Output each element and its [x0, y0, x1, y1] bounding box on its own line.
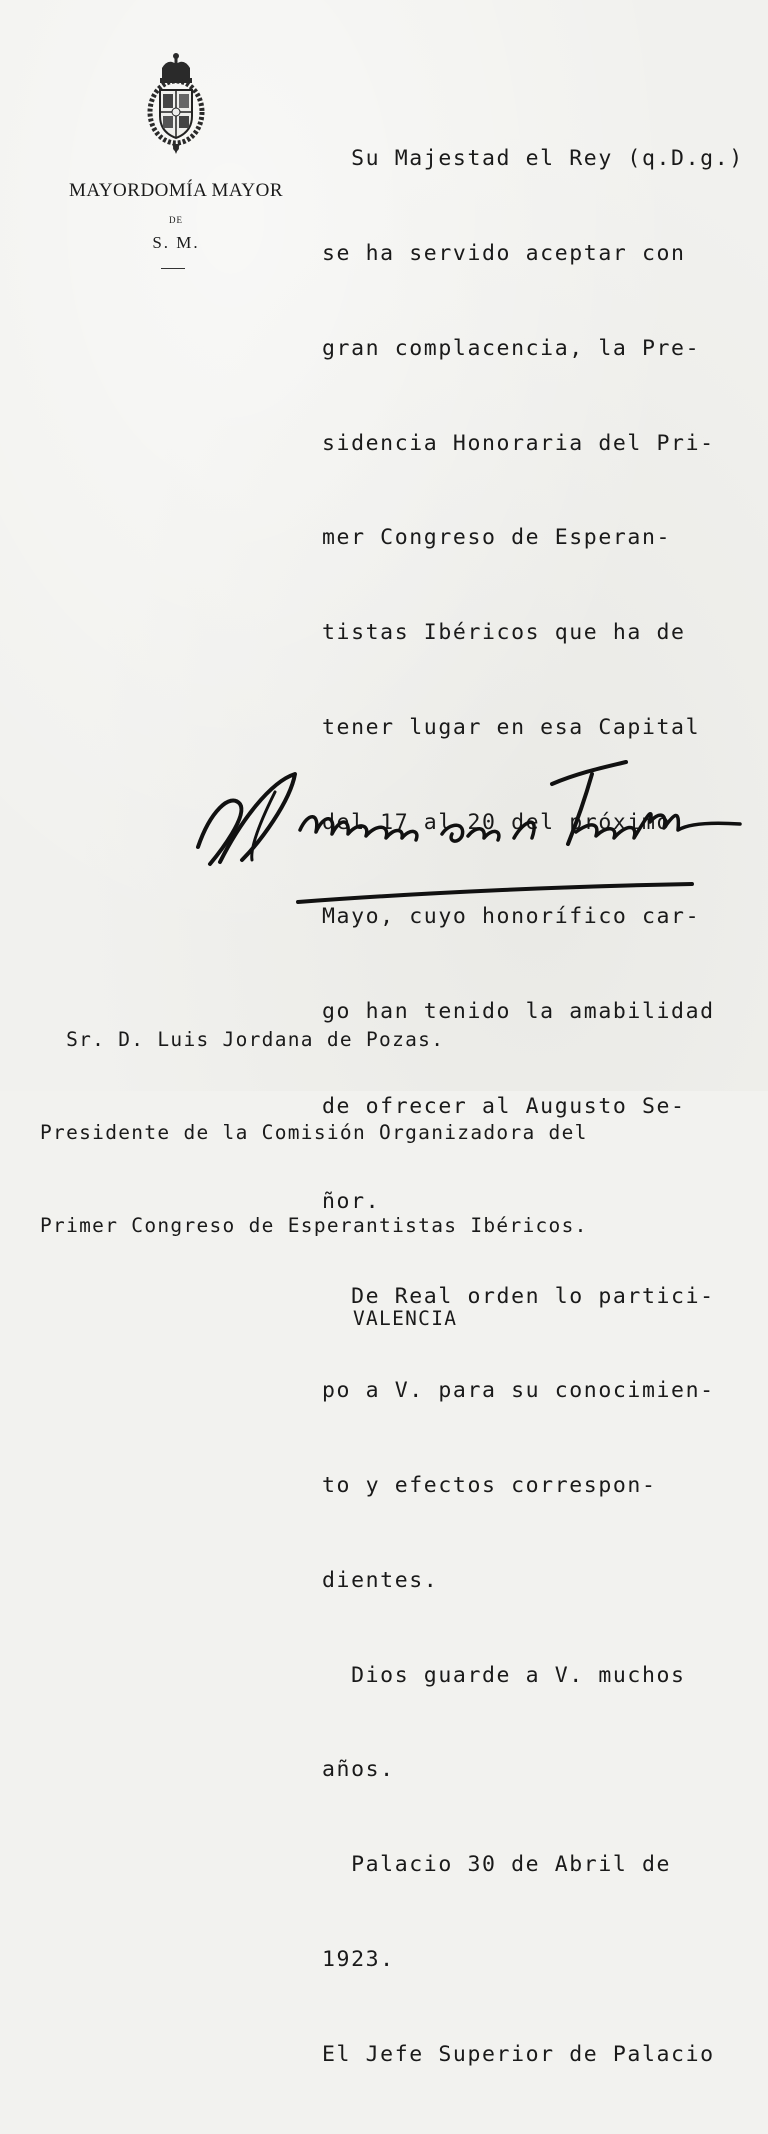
body-line: del 17 al 20 del próximo — [322, 809, 672, 835]
addressee-organization: Primer Congreso de Esperantistas Ibéricos. — [40, 1214, 588, 1237]
office-de: DE — [169, 215, 183, 225]
body-line: Mayo, cuyo honorífico car- — [322, 904, 701, 930]
royal-crest-icon — [140, 50, 212, 160]
addressee-name: Sr. D. Luis Jordana de Pozas. — [40, 1028, 445, 1051]
addressee-block — [40, 962, 740, 1396]
body-line: dientes. — [322, 1567, 439, 1593]
body-line: De Real orden lo partici- — [322, 1283, 715, 1309]
body-line: go han tenido la amabilidad — [322, 999, 715, 1025]
body-line: tener lugar en esa Capital — [322, 714, 701, 740]
body-line: mer Congreso de Esperan- — [322, 525, 672, 551]
body-line: tistas Ibéricos que ha de — [322, 620, 686, 646]
handwritten-signature — [180, 752, 760, 922]
body-line: sidencia Honoraria del Pri- — [322, 430, 715, 456]
office-name: MAYORDOMÍA MAYOR — [68, 180, 284, 201]
office-divider — [161, 268, 185, 269]
body-line: se ha servido aceptar con — [322, 240, 686, 266]
body-line: Palacio 30 de Abril de — [322, 1852, 672, 1878]
addressee-city: VALENCIA — [40, 1307, 458, 1330]
body-line: 1923. — [322, 1947, 395, 1973]
office-sm: S. M. — [152, 233, 200, 252]
body-line: Su Majestad el Rey (q.D.g.) — [322, 146, 744, 172]
body-line: po a V. para su conocimien- — [322, 1378, 715, 1404]
body-line: to y efectos correspon- — [322, 1473, 657, 1499]
body-line: gran complacencia, la Pre- — [322, 335, 701, 361]
body-line: ñor. — [322, 1188, 381, 1214]
body-line: de ofrecer al Augusto Se- — [322, 1094, 686, 1119]
addressee-title: Presidente de la Comisión Organizadora del — [40, 1121, 588, 1144]
body-line: años. — [322, 1757, 395, 1783]
body-line: Dios guarde a V. muchos — [322, 1662, 686, 1688]
body-line: El Jefe Superior de Palacio — [322, 2041, 715, 2067]
